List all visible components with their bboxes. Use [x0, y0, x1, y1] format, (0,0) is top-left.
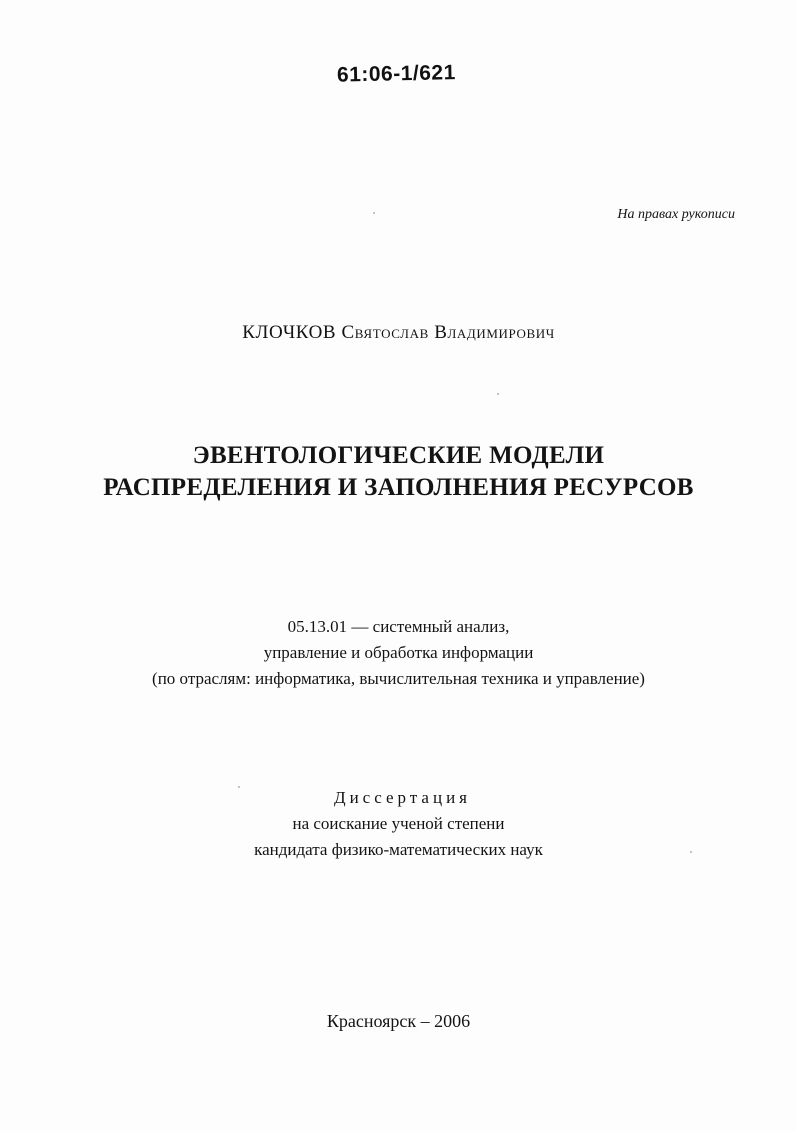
specialty-line-1: 05.13.01 — системный анализ, [287, 617, 510, 636]
title-line-2: РАСПРЕДЕЛЕНИЯ И ЗАПОЛНЕНИЯ РЕСУРСОВ [103, 474, 694, 501]
degree-heading: Диссертация [333, 788, 471, 807]
scan-speck [497, 393, 499, 395]
degree-line-2: кандидата физико-математических наук [254, 840, 543, 859]
scan-speck [690, 851, 692, 853]
scan-speck [373, 212, 375, 214]
degree-block [0, 785, 797, 863]
title-line-1: ЭВЕНТОЛОГИЧЕСКИЕ МОДЕЛИ [192, 442, 605, 469]
scan-speck [238, 786, 240, 788]
degree-line-1: на соискание ученой степени [292, 814, 505, 833]
author-surname: КЛОЧКОВ [242, 322, 337, 343]
specialty-block [0, 614, 797, 692]
author-given-names: Святослав Владимирович [341, 322, 555, 343]
rights-note: На правах рукописи [617, 207, 735, 222]
archive-stamp-code: 61:06-1/621 [336, 61, 456, 87]
place-year: Красноярск – 2006 [326, 1011, 471, 1031]
author-name [0, 322, 797, 344]
specialty-line-2: управление и обработка информации [263, 643, 534, 662]
specialty-line-3: (по отраслям: информатика, вычислительная техника и управление) [152, 669, 645, 688]
dissertation-title [0, 440, 797, 504]
